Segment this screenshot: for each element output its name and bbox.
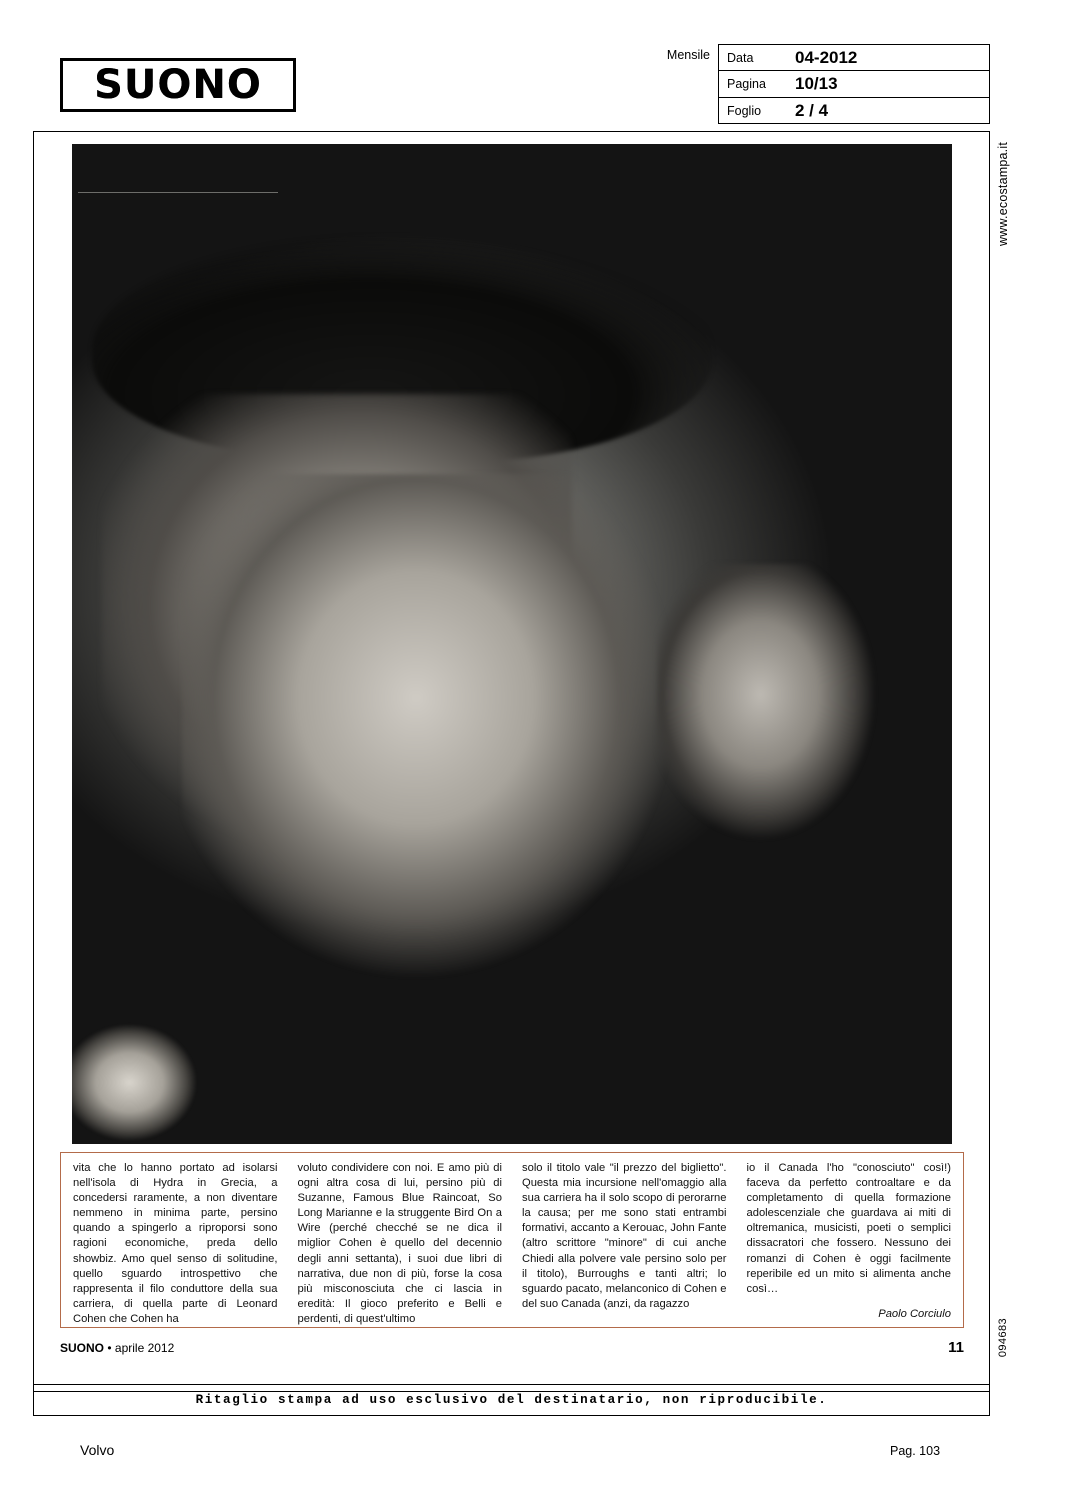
magazine-masthead — [60, 58, 296, 112]
photo-hand-region — [182, 474, 702, 1034]
article-byline: Paolo Corciulo — [878, 1307, 951, 1320]
clipping-code-label: 094683 — [997, 1318, 1009, 1358]
article-text-block — [60, 1152, 964, 1328]
meta-row — [719, 71, 989, 97]
meta-row — [719, 98, 989, 124]
photo-ear-region — [657, 564, 887, 854]
article-column-3-text: solo il titolo vale "il prezzo del biglietto". Questa mia incursione nell'omaggio alla sua carriera ha il solo scopo di perorarne la causa; per me sono stati entrambi formativi, accanto a Kerouac, John Fante (altro scrittore "minore" di cui anche Chiedi alla polvere vale persino solo per il titolo), Burroughs e tanti altri; lo sguardo pacato, melanconico di Cohen e del suo Canada (anzi, da ragazzo — [522, 1162, 727, 1310]
periodicity-label: Mensile — [666, 48, 710, 62]
dossier-page-label: Pag. 103 — [890, 1444, 941, 1458]
clipping-frame — [33, 131, 990, 1392]
ritaglio-notice-bar — [33, 1384, 990, 1416]
article-column-1 — [63, 1161, 288, 1323]
footer-issue: • aprile 2012 — [107, 1341, 175, 1355]
clipping-meta-box — [718, 44, 990, 124]
article-column-4 — [737, 1161, 962, 1323]
footer-page-number: 11 — [948, 1339, 964, 1356]
meta-row — [719, 45, 989, 71]
meta-value-data: 04-2012 — [795, 47, 858, 67]
article-column-2 — [288, 1161, 513, 1323]
photo-rule — [78, 192, 278, 193]
footer-magazine-line — [60, 1341, 174, 1355]
meta-label-pagina: Pagina — [727, 76, 766, 91]
article-column-3 — [512, 1161, 737, 1323]
masthead-label: SUONO — [94, 62, 262, 108]
footer-magazine-name: SUONO — [60, 1341, 105, 1355]
article-photo — [72, 144, 952, 1144]
client-name-label: Volvo — [80, 1442, 115, 1458]
meta-label-data: Data — [727, 50, 754, 65]
meta-value-pagina: 10/13 — [795, 73, 838, 93]
meta-value-foglio: 2 / 4 — [795, 100, 829, 120]
photo-watch-region — [72, 1024, 212, 1144]
meta-label-foglio: Foglio — [727, 103, 762, 118]
clipping-frame-footer — [60, 1339, 964, 1356]
ecostampa-url-label: www.ecostampa.it — [996, 142, 1010, 246]
article-column-1-text: vita che lo hanno portato ad isolarsi nell'isola di Hydra in Grecia, a concedersi raramente, a non diventare nemmeno in minima parte, persino quando a spingerlo a riproporsi sono ragioni economiche, preda dello showbiz. Amo quel senso di solitudine, quello sguardo introspettivo che rappresenta il filo conduttore della sua carriera, di quella parte di Leonard Cohen che Cohen ha — [73, 1162, 278, 1325]
ritaglio-notice-text: Ritaglio stampa ad uso esclusivo del destinatario, non riproducibile. — [195, 1393, 828, 1407]
article-column-4-text: io il Canada l'ho "conosciuto" così!) faceva da perfetto controaltare e da completamento di quella formazione adolescenziale che guardava ai miti di oltremanica, musicisti, poeti o semplici dissacratori che fossero. Nessuno dei romanzi di Cohen è oggi facilmente reperibile ed un mito si alimenta anche così… — [746, 1162, 951, 1295]
article-column-2-text: voluto condividere con noi. E amo più di ogni altra cosa di lui, persino più di Suzanne, Famous Blue Raincoat, So Long Marianne e la struggente Bird On a Wire (perché checché se ne dica il miglior Cohen è quello del decennio degli anni settanta), i suoi due libri di narrativa, due non di più, forse la cosa più misconosciuta che ci lascia in eredità: Il gioco preferito e Belli e perdenti, di quest'ultimo — [297, 1162, 502, 1325]
